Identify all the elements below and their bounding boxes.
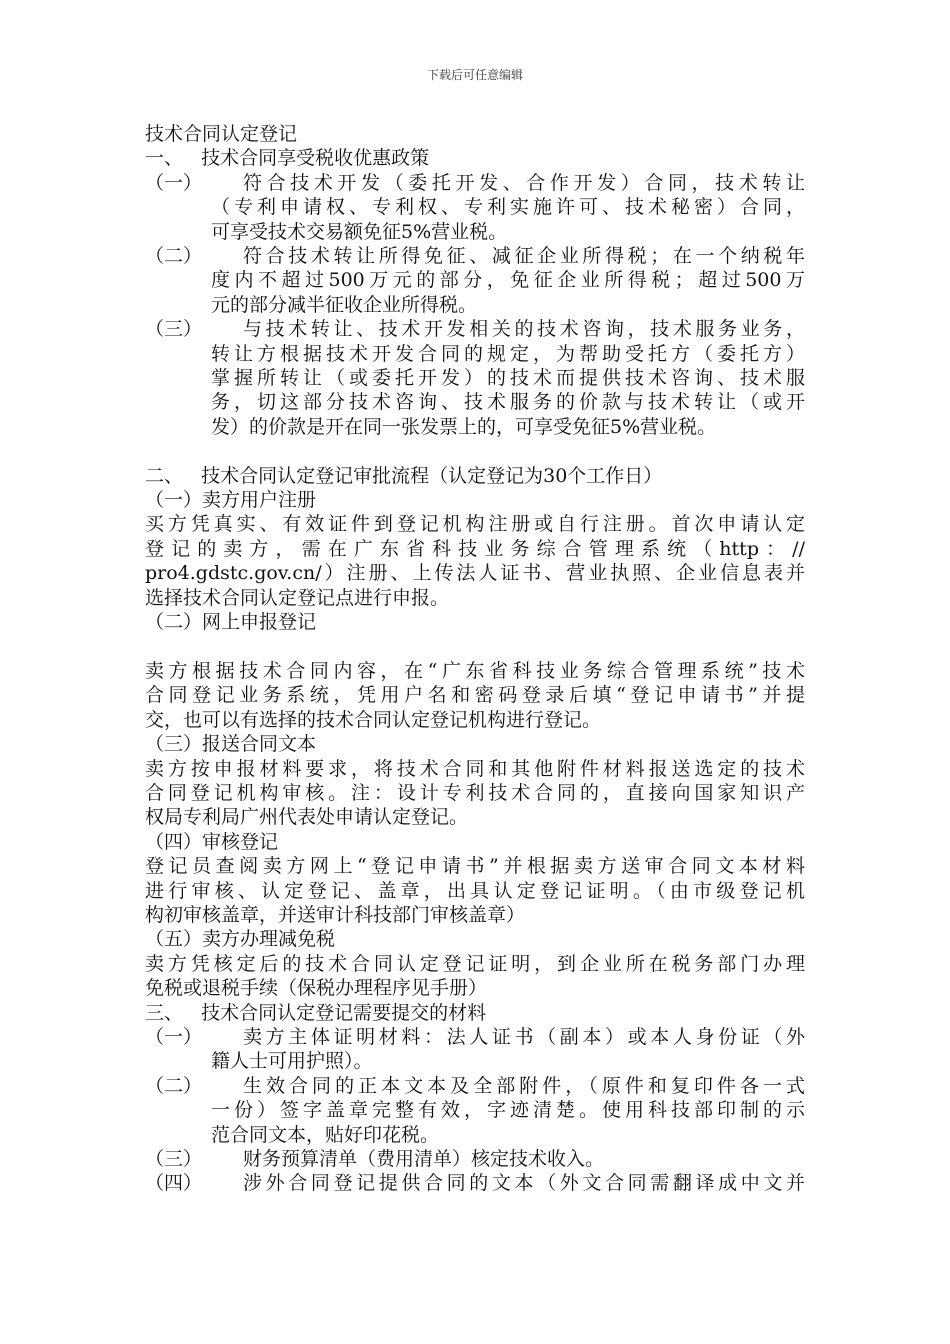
text-line: 进行审核、认定登记、盖章，出具认定登记证明。（由市级登记机: [145, 879, 805, 902]
text-line: 符合技术开发（委托开发、合作开发）合同，技术转让: [243, 171, 805, 194]
text-line: 范合同文本，贴好印花税。: [211, 1123, 440, 1146]
item-number: （三）: [145, 318, 203, 341]
subsection-title: （二）网上申报登记: [145, 611, 317, 634]
text-line: 免税或退税手续（保税办理程序见手册）: [145, 977, 488, 1000]
text-line: 卖方主体证明材料：法人证书（副本）或本人身份证（外: [243, 1026, 805, 1048]
list-item: [145, 1147, 805, 1171]
item-text: [211, 244, 805, 317]
text-line: 卖方根据技术合同内容，在“广东省科技业务综合管理系统”技术: [145, 659, 805, 682]
text-line: 度内不超过500万元的部分，免征企业所得税；超过500万: [211, 269, 805, 292]
text-line: 登记的卖方，需在广东省科技业务综合管理系统（http：//: [145, 537, 805, 560]
text-line: pro4.gdstc.gov.cn/）注册、上传法人证书、营业执照、企业信息表并: [145, 562, 805, 585]
document-title: 技术合同认定登记: [145, 123, 298, 145]
list-item: [145, 1025, 805, 1074]
text-line: 发）的价款是开在同一张发票上的，可享受免征5%营业税。: [211, 415, 717, 438]
header-note: 下载后可任意编辑: [426, 68, 523, 82]
text-line: 合同登记机构审核。注：设计专利技术合同的，直接向国家知识产: [145, 781, 805, 804]
document-body: [145, 122, 805, 1196]
text-line: 掌握所转让（或委托开发）的技术而提供技术咨询、技术服: [211, 367, 805, 390]
text-line: 构初审核盖章，并送审计科技部门审核盖章）: [145, 903, 526, 926]
item-number: （二）: [145, 1074, 203, 1097]
item-text: [211, 1074, 805, 1147]
list-item: [145, 1171, 805, 1195]
text-line: 涉外合同登记提供合同的文本（外文合同需翻译成中文并: [243, 1172, 805, 1195]
item-number: （一）: [145, 1026, 203, 1048]
list-item: [145, 244, 805, 317]
subsection-title: （四）审核登记: [145, 830, 279, 853]
text-line: 籍人士可用护照）。: [211, 1050, 373, 1073]
subsection-title: （一）卖方用户注册: [145, 489, 317, 512]
text-line: 务，切这部分技术咨询、技术服务的价款与技术转让（或开: [211, 391, 805, 414]
item-text: [211, 1147, 805, 1171]
text-line: 财务预算清单（费用清单）核定技术收入。: [243, 1148, 605, 1171]
section-heading-3: 三、 技术合同认定登记需要提交的材料: [145, 1001, 487, 1024]
subsection-title: （三）报送合同文本: [145, 733, 317, 756]
text-line: 选择技术合同认定登记点进行申报。: [145, 586, 450, 609]
text-line: 与技术转让、技术开发相关的技术咨询，技术服务业务，: [243, 318, 805, 341]
item-number: （一）: [145, 171, 203, 194]
list-item: [145, 317, 805, 439]
text-line: 可享受技术交易额免征5%营业税。: [211, 220, 508, 243]
item-text: [211, 171, 805, 244]
text-line: 权局专利局广州代表处申请认定登记。: [145, 806, 469, 829]
item-text: [211, 317, 805, 439]
item-text: [211, 1171, 805, 1195]
text-line: 转让方根据技术开发合同的规定，为帮助受托方（委托方）: [211, 342, 805, 365]
text-line: 卖方按申报材料要求，将技术合同和其他附件材料报送选定的技术: [145, 757, 805, 780]
text-line: 卖方凭核定后的技术合同认定登记证明，到企业所在税务部门办理: [145, 952, 805, 975]
item-text: [211, 1025, 805, 1074]
text-line: 生效合同的正本文本及全部附件，（原件和复印件各一式: [243, 1074, 805, 1097]
text-line: 买方凭真实、有效证件到登记机构注册或自行注册。首次申请认定: [145, 513, 805, 536]
text-line: 登记员查阅卖方网上“登记申请书”并根据卖方送审合同文本材料: [145, 855, 805, 878]
blank-line: [145, 635, 805, 659]
item-number: （二）: [145, 245, 203, 268]
item-number: （四）: [145, 1172, 203, 1195]
list-item: [145, 171, 805, 244]
text-line: 一份）签字盖章完整有效，字迹清楚。使用科技部印制的示: [211, 1099, 805, 1122]
text-line: 合同登记业务系统，凭用户名和密码登录后填“登记申请书”并提: [145, 684, 805, 707]
subsection-title: （五）卖方办理减免税: [145, 928, 336, 951]
text-line: （专利申请权、专利权、专利实施许可、技术秘密）合同，: [211, 196, 805, 219]
section-heading-1: 一、 技术合同享受税收优惠政策: [145, 147, 430, 170]
text-line: 符合技术转让所得免征、减征企业所得税；在一个纳税年: [243, 245, 805, 268]
blank-line: [145, 439, 805, 463]
item-number: （三）: [145, 1148, 203, 1171]
text-line: 交，也可以有选择的技术合同认定登记机构进行登记。: [145, 708, 602, 731]
list-item: [145, 1074, 805, 1147]
text-line: 元的部分减半征收企业所得税。: [211, 293, 478, 316]
section-heading-2: 二、 技术合同认定登记审批流程（认定登记为30个工作日）: [145, 464, 663, 487]
